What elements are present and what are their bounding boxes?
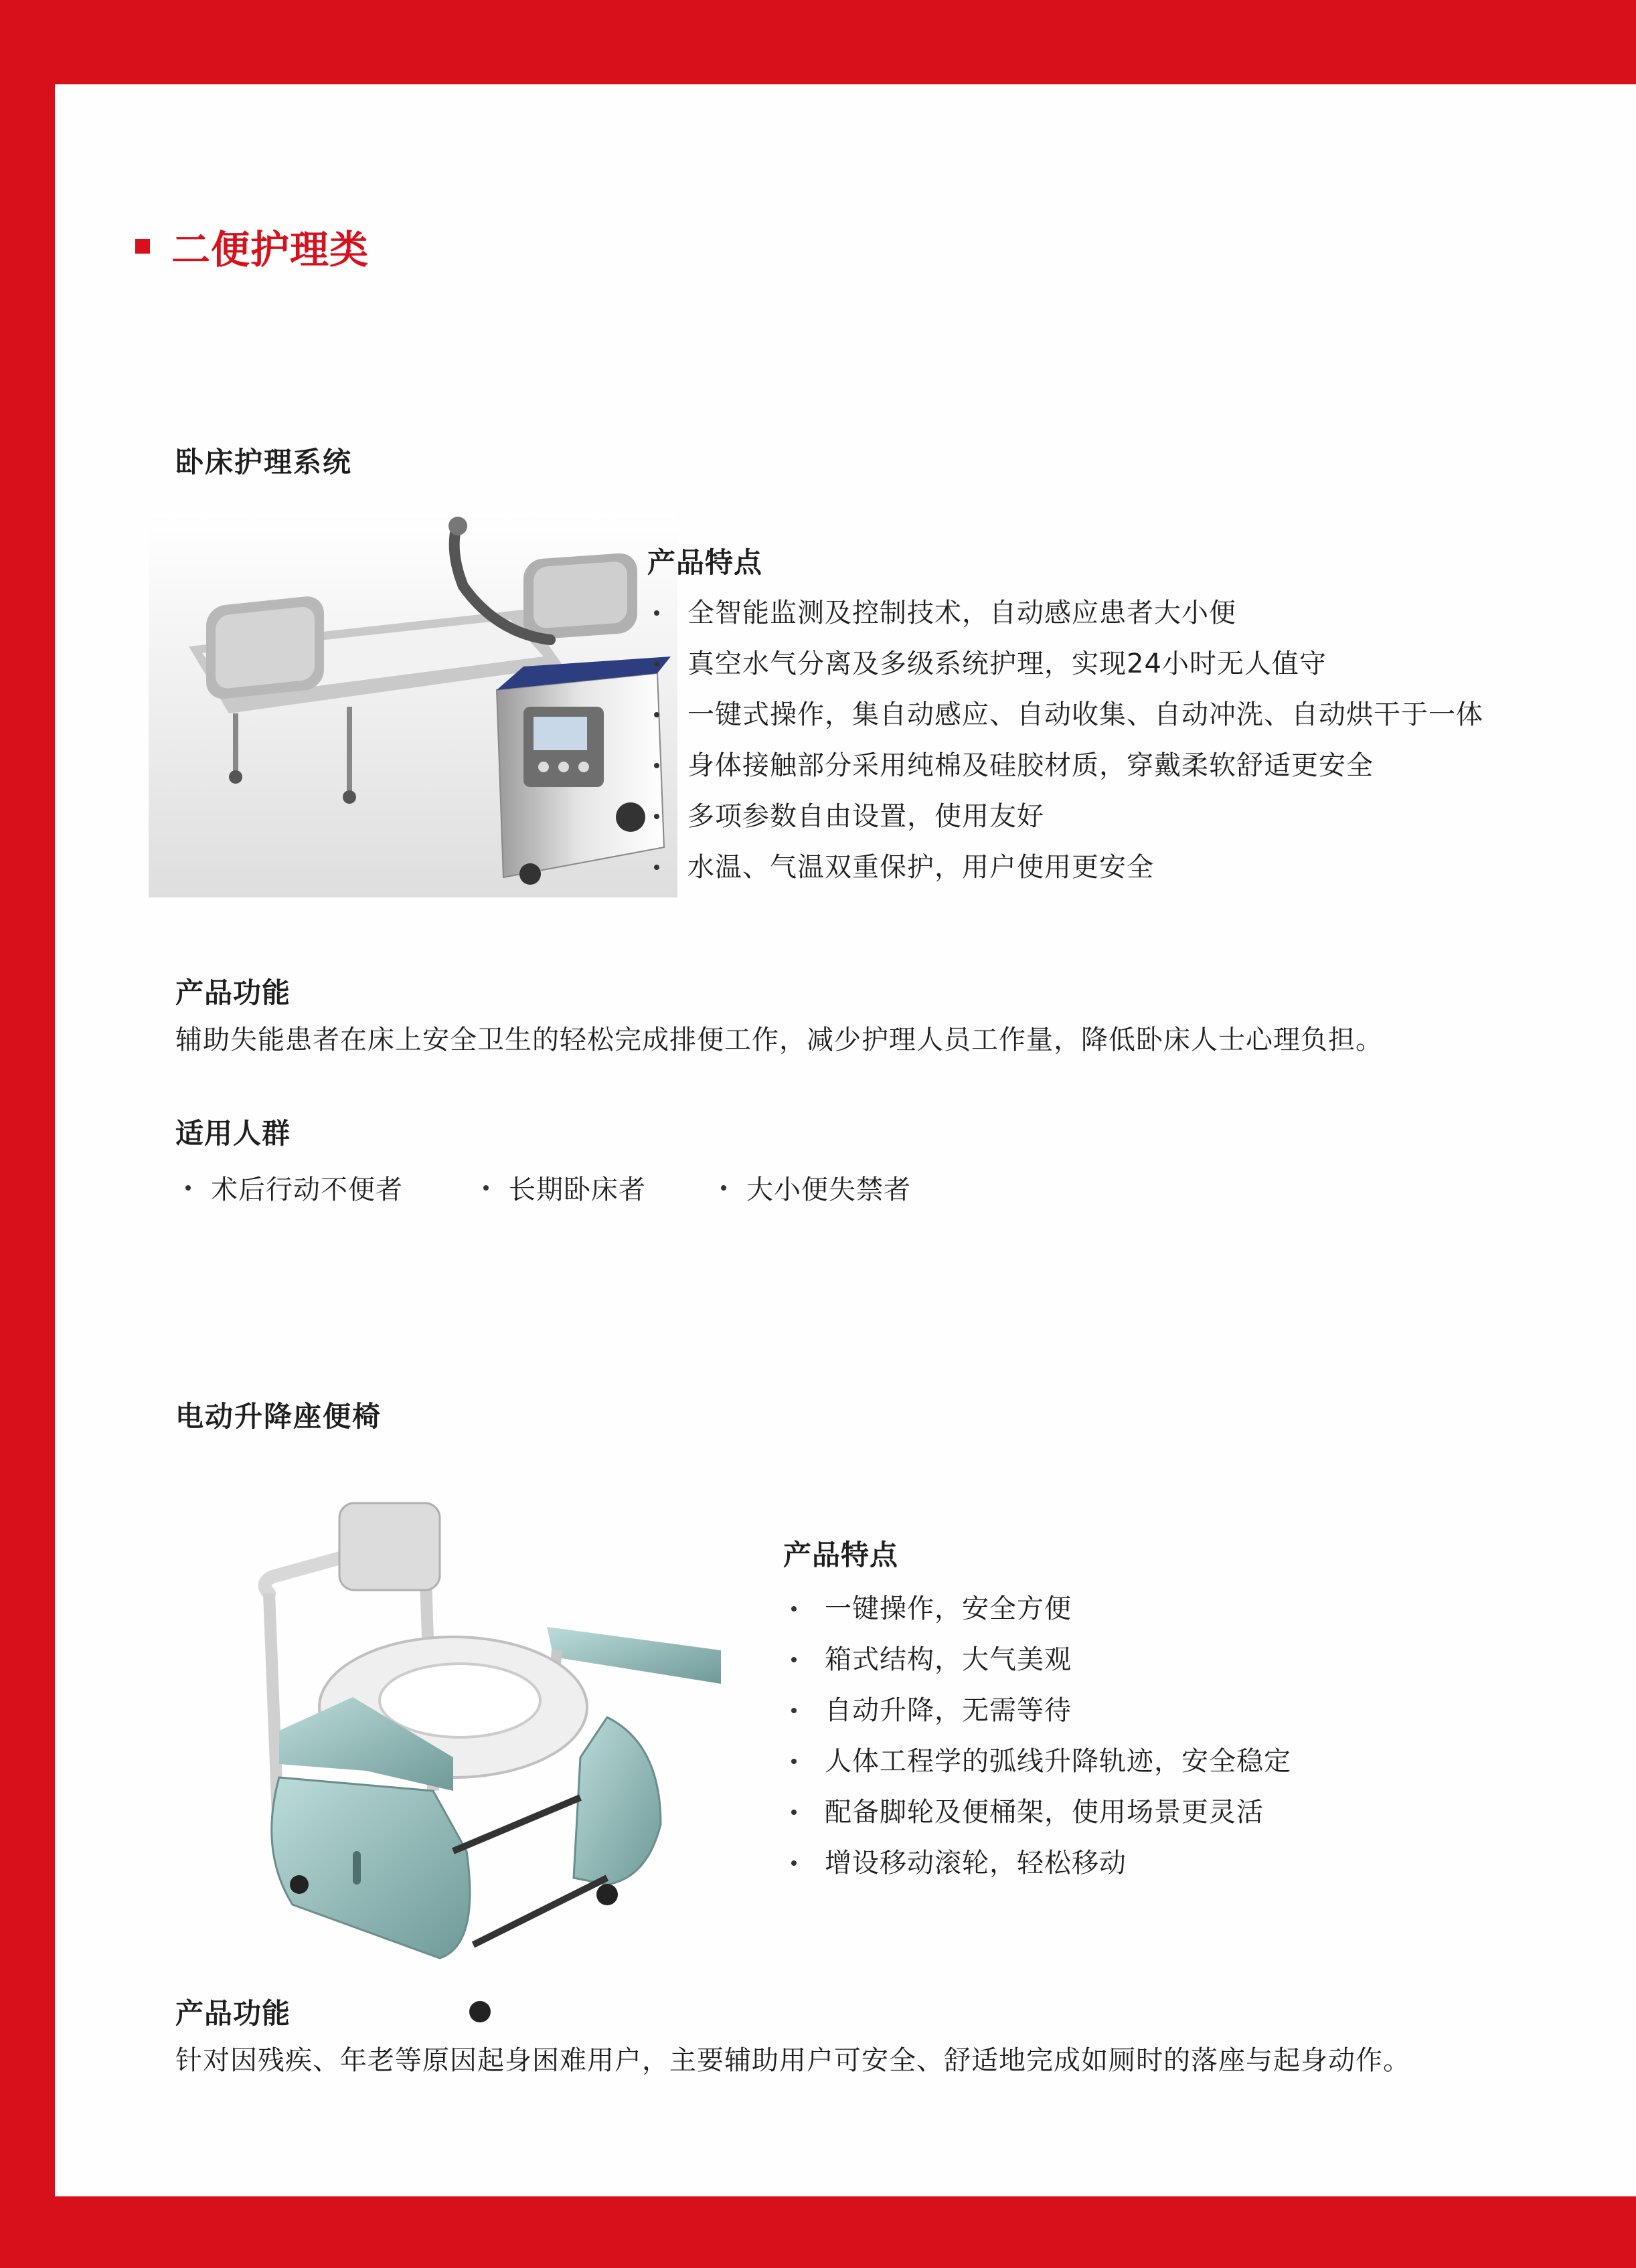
list-item: 全智能监测及控制技术，自动感应患者大小便 (654, 588, 1483, 638)
list-item: 自动升降，无需等待 (791, 1685, 1291, 1736)
bullet-dot-icon (791, 1708, 797, 1713)
product2-image (232, 1476, 741, 2025)
bullet-dot-icon (791, 1860, 797, 1866)
list-item: 配备脚轮及便桶架，使用场景更灵活 (791, 1787, 1291, 1838)
product2-name: 电动升降座便椅 (175, 1400, 382, 1433)
list-item: 人体工程学的弧线升降轨迹，安全稳定 (791, 1736, 1291, 1787)
list-item: 真空水气分离及多级系统护理，实现24小时无人值守 (654, 638, 1483, 689)
product2-features-list (791, 1583, 1291, 1889)
page-sheet (55, 84, 1636, 2196)
product1-audience-list (185, 1168, 911, 1207)
list-item: 箱式结构，大气美观 (791, 1634, 1291, 1685)
bullet-dot-icon (654, 763, 659, 768)
bullet-dot-icon (721, 1185, 726, 1191)
product2-function-heading: 产品功能 (175, 1997, 291, 2030)
section-title-text: 二便护理类 (171, 227, 370, 272)
bullet-dot-icon (654, 610, 659, 616)
audience-item: 大小便失禁者 (721, 1168, 911, 1207)
list-item: 增设移动滚轮，轻松移动 (791, 1838, 1291, 1889)
bed-care-machine-photo-icon (149, 513, 677, 897)
bullet-dot-icon (791, 1606, 797, 1611)
bullet-dot-icon (654, 814, 659, 819)
bullet-dot-icon (791, 1759, 797, 1764)
lift-commode-chair-photo-icon (232, 1476, 741, 2025)
product2-function-text: 针对因残疾、年老等原因起身困难用户，主要辅助用户可安全、舒适地完成如厕时的落座与起身动作。 (175, 2045, 1410, 2076)
list-item: 一键式操作，集自动感应、自动收集、自动冲洗、自动烘干于一体 (654, 689, 1483, 740)
product1-name: 卧床护理系统 (175, 446, 353, 478)
product1-features-heading: 产品特点 (647, 546, 763, 579)
bullet-dot-icon (791, 1657, 797, 1662)
list-item: 一键操作，安全方便 (791, 1583, 1291, 1634)
section-title (135, 218, 369, 274)
bullet-dot-icon (483, 1185, 489, 1191)
product1-audience-heading: 适用人群 (175, 1117, 291, 1150)
list-item: 水温、气温双重保护，用户使用更安全 (654, 842, 1483, 893)
list-item: 身体接触部分采用纯棉及硅胶材质，穿戴柔软舒适更安全 (654, 740, 1483, 791)
audience-item: 术后行动不便者 (185, 1168, 483, 1207)
bullet-dot-icon (654, 865, 659, 870)
product1-features-list (654, 588, 1483, 893)
product1-function-text: 辅助失能患者在床上安全卫生的轻松完成排便工作，减少护理人员工作量，降低卧床人士心理负担。 (175, 1025, 1383, 1055)
bullet-dot-icon (654, 712, 659, 717)
bullet-dot-icon (654, 661, 659, 667)
list-item: 多项参数自由设置，使用友好 (654, 791, 1483, 842)
product1-image (149, 513, 677, 897)
product1-function-heading: 产品功能 (175, 976, 291, 1009)
audience-item: 长期卧床者 (483, 1168, 721, 1207)
bullet-dot-icon (185, 1185, 191, 1191)
product2-features-heading: 产品特点 (783, 1539, 899, 1571)
section-marker-icon (135, 239, 150, 254)
bullet-dot-icon (791, 1810, 797, 1815)
